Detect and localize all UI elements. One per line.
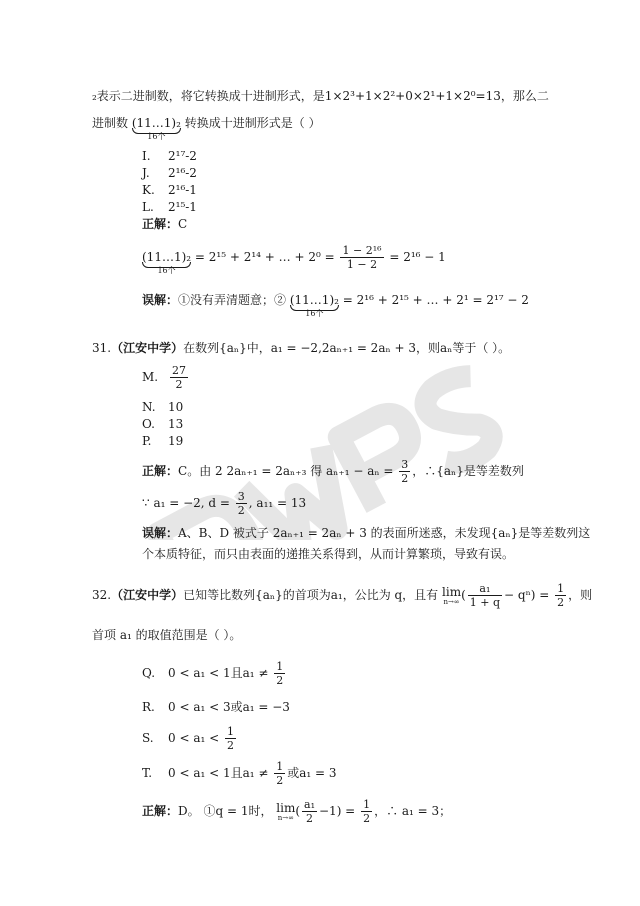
option-r: R. 0 < a₁ < 3或a₁ = −3 [142, 700, 290, 714]
option-s-fraction: $\frac{1}{2}$ [226, 725, 234, 752]
option-i: I. 2¹⁷-2 [142, 149, 197, 163]
option-m-fraction: $\frac{27}{2}$ [172, 364, 186, 391]
option-l: L. 2¹⁵-1 [142, 200, 197, 214]
intro-line-2 [92, 115, 321, 141]
q32-stem-fraction: $\frac{\text{a₁}}{1 + q}$ [469, 582, 501, 609]
q31-error-2: 个本质特征，而只由表面的递推关系得到，从而计算繁琐，导致有误。 [142, 547, 515, 561]
q32-answer-eq-fraction: $\frac{1}{2}$ [363, 798, 371, 825]
q32-answer: 正解：D。 ①q = 1时， lim n→∞ ( $\frac{\text{a₁}}{2}$ −1) = $\frac{1}{2}$ ，∴ a₁ = 3； [142, 798, 452, 825]
q31-answer-fraction: $\frac{3}{2}$ [401, 458, 409, 485]
q32-stem-eq-fraction: $\frac{1}{2}$ [557, 582, 565, 609]
q32-answer-fraction: $\frac{\text{a₁}}{2}$ [304, 798, 315, 825]
option-m: M. $\frac{27}{2}$ [142, 364, 186, 391]
intro-line-2-prefix: 进制数 [92, 116, 129, 130]
q32-stem-line-2: 首项 a₁ 的取值范围是（ ）。 [92, 628, 242, 642]
option-t: T. 0 < a₁ < 1且a₁ ≠ $\frac{1}{2}$ 或a₁ = 3 [142, 760, 337, 787]
intro-answer: 正解：C [142, 217, 188, 231]
error-brace: (11…1)₂ 16个 [289, 293, 339, 318]
option-q-fraction: $\frac{1}{2}$ [276, 660, 284, 687]
q31-because: ∵ a₁ = −2, d = $\frac{3}{2}$ , a₁₁ = 13 [142, 490, 307, 517]
q31-answer: 正解：C。由 2 2aₙ₊₁ = 2aₙ₊₃ 得 aₙ₊₁ − aₙ = $\frac{3}{2}$ ，∴{aₙ}是等差数列 [142, 458, 524, 485]
intro-line-1: ₂表示二进制数，将它转换成十进制形式，是1×2³+1×2²+0×2¹+1×2⁰=13，那么二 [92, 89, 549, 103]
solution-fraction: $\frac{\text{1 − 2¹⁶}}{1 - 2}$ [342, 244, 382, 271]
intro-solution [142, 244, 446, 275]
error-sum: = 2¹⁶ + 2¹⁵ + … + 2¹ = 2¹⁷ − 2 [342, 293, 529, 307]
intro-error: 误解：①没有弄清题意；② (11…1)₂ 16个 = 2¹⁶ + 2¹⁵ + … + 2¹ = 2¹⁷ − 2 [142, 293, 529, 318]
option-t-fraction: $\frac{1}{2}$ [276, 760, 284, 787]
binary-number-brace [131, 115, 181, 141]
solution-result: = 2¹⁶ − 1 [389, 250, 446, 264]
q32-stem: 32.（江安中学）已知等比数列{aₙ}的首项为a₁，公比为 q，且有 lim n→∞ ( $\frac{\text{a₁}}{1 + q}$ − qⁿ) = $\frac{1}{2}$ ，则 [92, 582, 593, 609]
option-p: P. 19 [142, 434, 184, 448]
intro-line-2-suffix: 转换成十进制形式是（ ） [184, 116, 321, 130]
option-j: J. 2¹⁶-2 [142, 166, 197, 180]
solution-brace: (11…1)₂ 16个 [142, 250, 192, 275]
option-n: N. 10 [142, 400, 184, 414]
underbrace-label: 16个 [157, 266, 176, 275]
option-o: O. 13 [142, 417, 184, 431]
q31-stem: 31.（江安中学）在数列{aₙ}中，a₁ = −2,2aₙ₊₁ = 2aₙ + 3，则aₙ等于（ ）。 [92, 341, 511, 355]
underbrace-label: 16个 [305, 309, 324, 318]
option-s: S. 0 < a₁ < $\frac{1}{2}$ [142, 725, 234, 752]
solution-sum: = 2¹⁵ + 2¹⁴ + … + 2⁰ = [194, 250, 335, 264]
limit-operator: lim n→∞ [442, 584, 462, 606]
q31-because-fraction: $\frac{3}{2}$ [237, 490, 245, 517]
underbrace-label: 16个 [147, 132, 166, 141]
limit-operator: lim n→∞ [276, 800, 296, 822]
binary-number: (11…1)₂ [131, 116, 181, 130]
q31-error-1: 误解：A、B、D 被式子 2aₙ₊₁ = 2aₙ + 3 的表面所迷惑，未发现{aₙ}是等差数列这 [142, 526, 591, 540]
option-q: Q. 0 < a₁ < 1且a₁ ≠ $\frac{1}{2}$ [142, 660, 284, 687]
option-k: K. 2¹⁶-1 [142, 183, 197, 197]
